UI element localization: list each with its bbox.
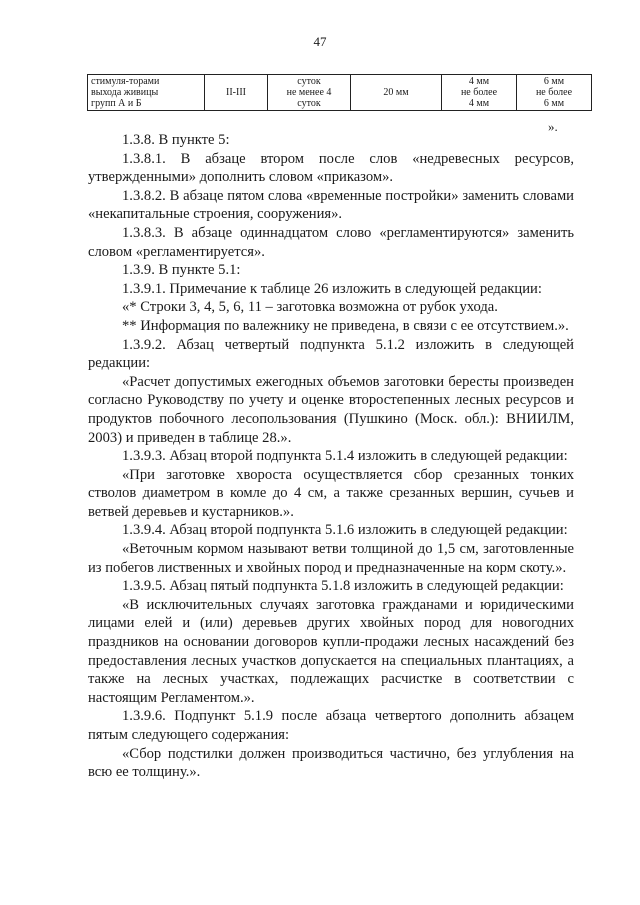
document-body [88,131,574,782]
cell-line: групп А и Б [91,98,142,109]
table-cell-days [268,75,351,111]
table-cell-depth-b [517,75,592,111]
table-fragment [87,74,592,111]
quoted-paragraph: ** Информация по валежнику не приведена, в связи с ее отсутствием.». [122,317,569,334]
paragraph: 1.3.8. В пункте 5: [122,132,230,148]
paragraph: 1.3.8.2. В абзаце пятом слова «временные постройки» заменить словами «некапитальные строения, сооружения». [88,187,574,223]
table-cell-width: 20 мм [351,75,442,111]
cell-line: 6 мм [543,98,565,109]
cell-line: не менее 4 [286,87,332,98]
cell-line: не более [460,87,498,98]
table-cell-depth-a [442,75,517,111]
table-cell-stimulators [88,75,205,111]
paragraph: 1.3.9.5. Абзац пятый подпункта 5.1.8 изложить в следующей редакции: [122,578,564,595]
quoted-paragraph: «В исключительных случаях заготовка гражданами и юридическими лицами елей и (или) деревьев других хвойных пород для новогодних праздников на основании договоров купли-продажи лесных насаждений без предоставления лесных участков допускается на специальных плантациях, а также на лесных участках, подлежащих расчистке в соответствии с настоящим Регламентом.». [88,596,574,706]
paragraph: 1.3.9.2. Абзац четвертый подпункта 5.1.2 изложить в следующей редакции: [88,336,574,372]
paragraph: 1.3.9.6. Подпункт 5.1.9 после абзаца четвертого дополнить абзацем пятым следующего содержания: [88,708,574,743]
cell-line: 4 мм [468,76,490,87]
quoted-paragraph: «При заготовке хвороста осуществляется сбор срезанных тонких стволов диаметром в комле до 4 см, а также срезанных вершин, сучьев и ветвей деревьев и кустарников.». [88,466,574,520]
cell-line: суток [297,76,321,87]
table-cell-class: II-III [205,75,268,111]
cell-line: выхода живицы [91,87,159,98]
quoted-paragraph: «Веточным кормом называют ветви толщиной до 1,5 см, заготовленные из побегов лиственных и хвойных пород и предназначенные на корм скоту.». [88,541,574,576]
cell-line: суток [297,98,321,109]
page-number: 47 [313,34,327,49]
paragraph: 1.3.9. В пункте 5.1: [122,262,241,279]
cell-line: 4 мм [468,98,490,109]
paragraph: 1.3.9.3. Абзац второй подпункта 5.1.4 изложить в следующей редакции: [122,448,568,465]
cell-line: не более [535,87,573,98]
paragraph: 1.3.9.1. Примечание к таблице 26 изложить в следующей редакции: [122,280,542,297]
table-row [88,75,592,111]
quoted-paragraph: «Расчет допустимых ежегодных объемов заготовки бересты произведен согласно Руководству по учету и оценке второстепенных лесных ресурсов и продуктов побочного лесопользования (Пушкино (Моск. обл.): ВНИИЛМ, 2003) и приведен в таблице 28.». [88,373,574,446]
cell-line: стимуля-торами [91,76,160,87]
paragraph: 1.3.8.3. В абзаце одиннадцатом слово «регламентируются» заменить словом «регламентируется». [88,224,574,260]
table-closing-quote: ». [548,119,558,134]
paragraph: 1.3.9.4. Абзац второй подпункта 5.1.6 изложить в следующей редакции: [122,522,568,539]
quoted-paragraph: «* Строки 3, 4, 5, 6, 11 – заготовка возможна от рубок ухода. [122,299,498,316]
paragraph: 1.3.8.1. В абзаце втором после слов «недревесных ресурсов, утвержденными» дополнить словом «приказом». [88,150,574,186]
cell-line: 6 мм [543,76,565,87]
quoted-paragraph: «Сбор подстилки должен производиться частично, без углубления на всю ее толщину.». [88,745,574,781]
